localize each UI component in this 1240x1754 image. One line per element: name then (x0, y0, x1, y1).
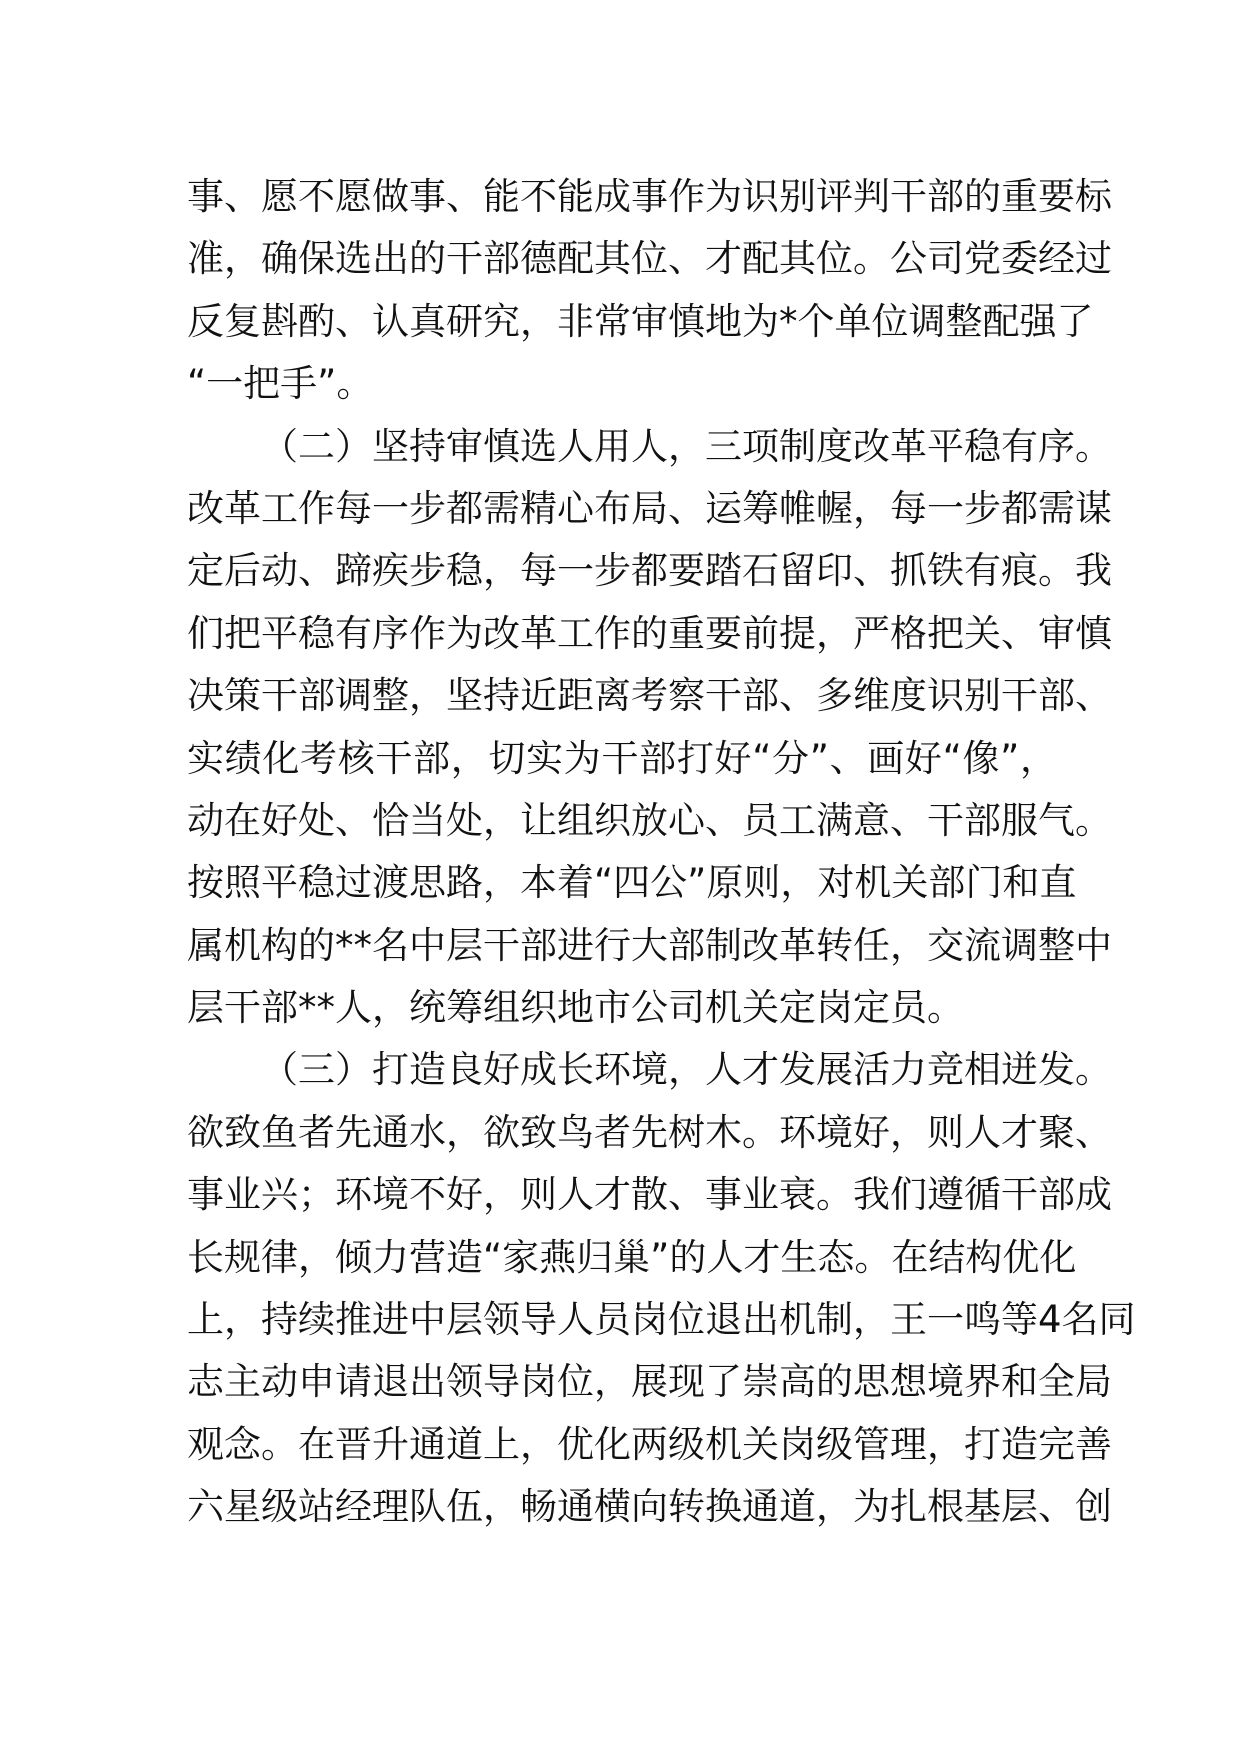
text-line: 事、愿不愿做事、能不能成事作为识别评判干部的重要标 (187, 175, 1112, 218)
text-line: 欲致鱼者先通水，欲致鸟者先树木。环境好，则人才聚、 (187, 1110, 1112, 1154)
text-line: 动在好处、恰当处，让组织放心、员工满意、干部服气。 (187, 798, 1112, 842)
text-line: 属机构的**名中层干部进行大部制改革转任，交流调整中 (187, 923, 1112, 967)
text-line: 长规律，倾力营造“家燕归巢”的人才生态。在结构优化 (187, 1235, 1077, 1279)
text-line: “一把手”。 (187, 362, 374, 406)
text-line: 层干部**人，统筹组织地市公司机关定岗定员。 (187, 986, 964, 1030)
text-line: 上，持续推进中层领导人员岗位退出机制，王一鸣等4名同 (187, 1298, 1136, 1342)
text-line: 志主动申请退出领导岗位，展现了崇高的思想境界和全局 (187, 1360, 1112, 1404)
section-heading: （三）打造良好成长环境，人才发展活力竞相迸发。 (261, 1048, 1112, 1092)
text-line: 决策干部调整，坚持近距离考察干部、多维度识别干部、 (187, 674, 1112, 718)
text-line: 事业兴；环境不好，则人才散、事业衰。我们遵循干部成 (187, 1173, 1112, 1217)
section-heading: （二）坚持审慎选人用人，三项制度改革平稳有序。 (261, 424, 1112, 468)
text-line: 改革工作每一步都需精心布局、运筹帷幄，每一步都需谋 (187, 486, 1112, 530)
text-line: 定后动、蹄疾步稳，每一步都要踏石留印、抓铁有痕。我 (187, 549, 1112, 593)
text-line: 准，确保选出的干部德配其位、才配其位。公司党委经过 (187, 237, 1112, 281)
document-body (187, 166, 1136, 1539)
text-line: 实绩化考核干部，切实为干部打好“分”、画好“像”， (187, 736, 1057, 780)
text-line: 们把平稳有序作为改革工作的重要前提，严格把关、审慎 (187, 611, 1112, 655)
text-line: 观念。在晋升通道上，优化两级机关岗级管理，打造完善 (187, 1422, 1112, 1466)
text-line: 反复斟酌、认真研究，非常审慎地为*个单位调整配强了 (187, 299, 1094, 343)
text-line: 六星级站经理队伍，畅通横向转换通道，为扎根基层、创 (187, 1485, 1112, 1529)
text-line: 按照平稳过渡思路，本着“四公”原则，对机关部门和直 (187, 861, 1077, 905)
